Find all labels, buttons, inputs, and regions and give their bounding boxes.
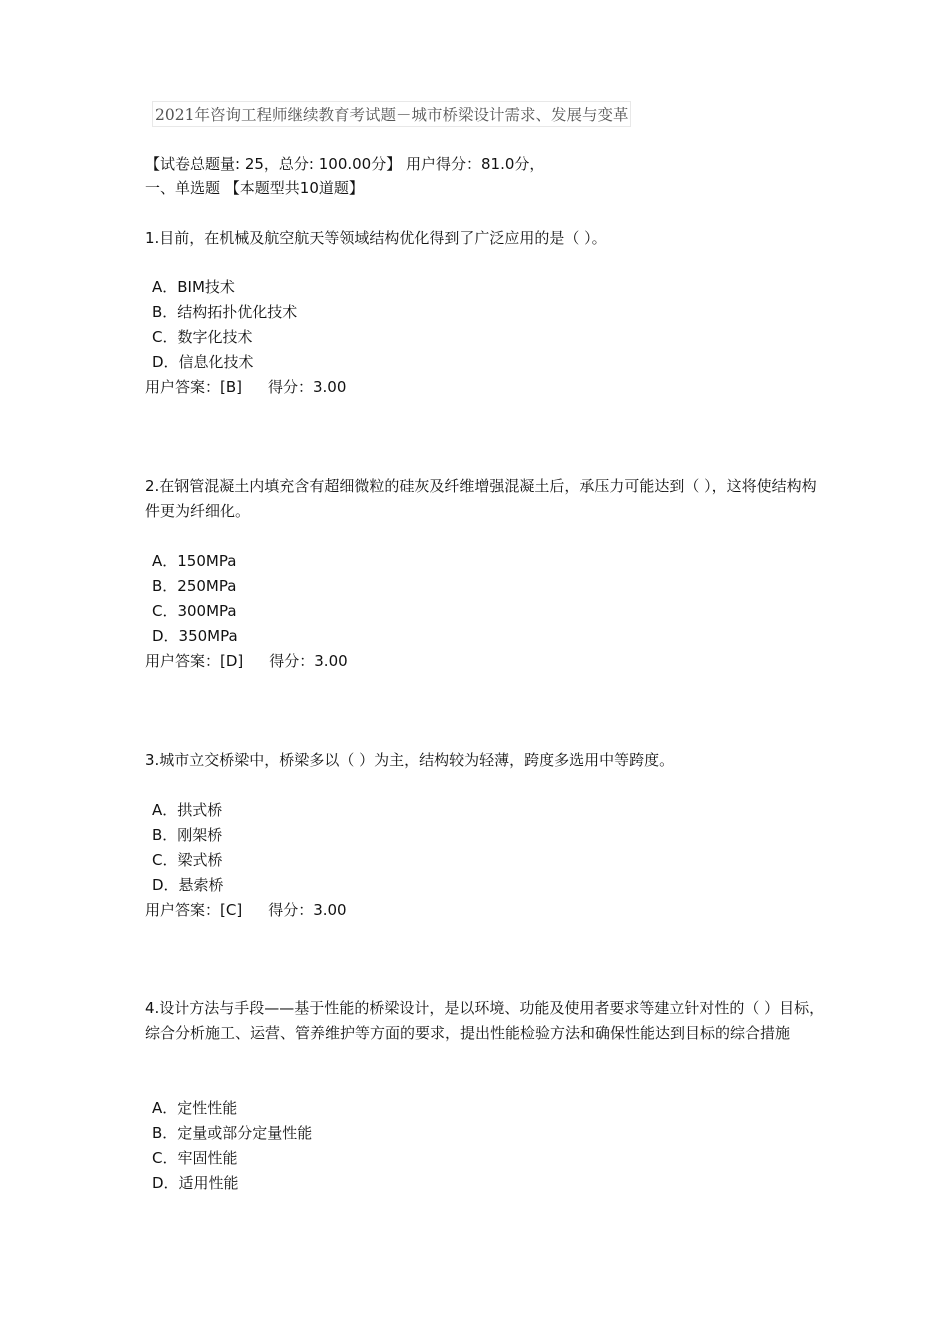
question-2-result [145, 651, 348, 671]
option-c: C．梁式桥 [152, 851, 223, 869]
question-3-result [145, 900, 347, 920]
option-b: B．定量或部分定量性能 [152, 1124, 313, 1142]
question-2-options [152, 549, 238, 649]
option-d: D．信息化技术 [152, 353, 254, 371]
question-3: 3.城市立交桥梁中，桥梁多以（ ）为主，结构较为轻薄，跨度多选用中等跨度。 [145, 751, 675, 769]
option-c: C．牢固性能 [152, 1149, 238, 1167]
option-a: A．拱式桥 [152, 801, 223, 819]
option-b: B．刚架桥 [152, 826, 223, 844]
exam-summary: 【试卷总题量: 25，总分: 100.00分】 用户得分：81.0分， [145, 155, 545, 173]
option-d: D．悬索桥 [152, 876, 224, 894]
question-4-options [152, 1096, 312, 1196]
option-a: A．定性性能 [152, 1099, 238, 1117]
question-score: 得分：3.00 [268, 901, 347, 919]
user-answer: 用户答案：[B] [145, 378, 242, 396]
option-d: D．适用性能 [152, 1174, 239, 1192]
section-heading: 一、单选题 【本题型共10道题】 [145, 179, 364, 197]
question-score: 得分：3.00 [269, 652, 348, 670]
question-1: 1.目前，在机械及航空航天等领域结构优化得到了广泛应用的是（ ）。 [145, 229, 607, 247]
document-title: 2021年咨询工程师继续教育考试题－城市桥梁设计需求、发展与变革 [152, 101, 631, 127]
question-1-result [145, 377, 346, 397]
question-4: 4.设计方法与手段——基于性能的桥梁设计，是以环境、功能及使用者要求等建立针对性的（ ）目标，综合分析施工、运营、管养维护等方面的要求，提出性能检验方法和确保性能达到目标的综合措施 [145, 999, 825, 1042]
user-answer: 用户答案：[C] [145, 901, 243, 919]
question-3-options [152, 798, 224, 898]
option-a: A．150MPa [152, 552, 237, 570]
question-2: 2.在钢管混凝土内填充含有超细微粒的硅灰及纤维增强混凝土后，承压力可能达到（ ），这将使结构构件更为纤细化。 [145, 477, 817, 520]
question-1-options [152, 275, 297, 375]
option-d: D．350MPa [152, 627, 238, 645]
question-score: 得分：3.00 [268, 378, 347, 396]
option-c: C．数字化技术 [152, 328, 253, 346]
option-b: B．结构拓扑优化技术 [152, 303, 298, 321]
option-c: C．300MPa [152, 602, 237, 620]
option-a: A．BIM技术 [152, 278, 235, 296]
option-b: B．250MPa [152, 577, 237, 595]
user-answer: 用户答案：[D] [145, 652, 244, 670]
